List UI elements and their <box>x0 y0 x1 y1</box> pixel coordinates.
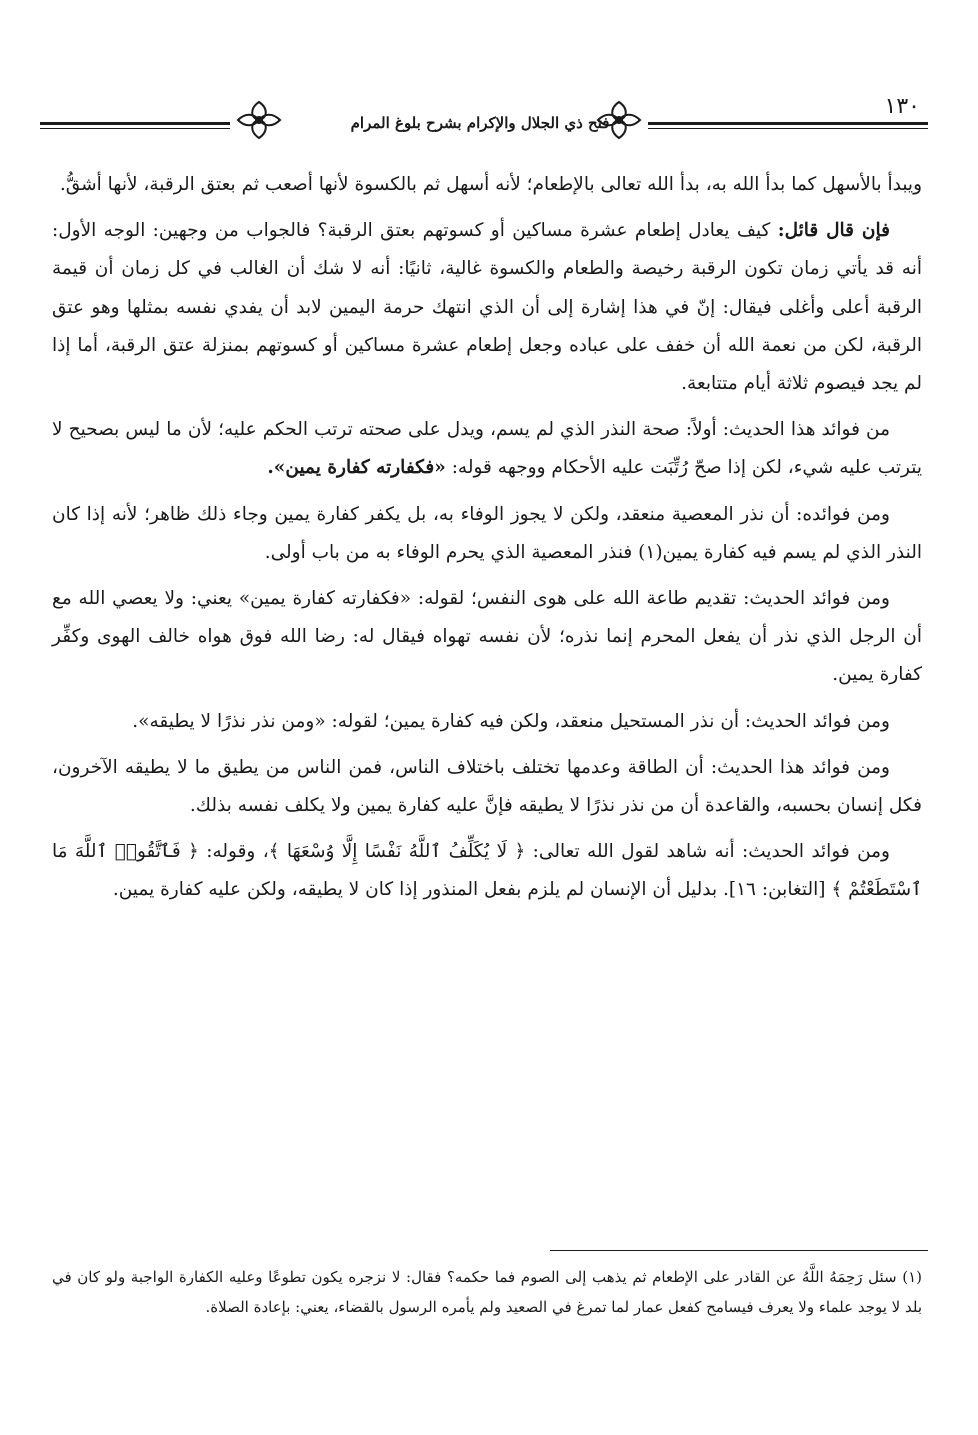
paragraph <box>52 580 922 695</box>
main-text <box>52 166 922 918</box>
page-header <box>40 92 928 152</box>
paragraph <box>52 749 922 825</box>
paragraph <box>52 496 922 572</box>
paragraph-text: ومن فوائد الحديث: تقديم طاعة الله على هوى النفس؛ لقوله: «فكفارته كفارة يمين» يعني: ولا يعصي الله مع أن الرجل الذي نذر أن يفعل المحرم إنما نذره؛ لأن نفسه تهواه فيقال له: رضا الله فوق هواه خالف الهوى وكفِّر كفارة يمين. <box>52 588 922 686</box>
running-title: فتح ذي الجلال والإكرام بشرح بلوغ المرام <box>350 114 610 132</box>
paragraph-text: ويبدأ بالأسهل كما بدأ الله به، بدأ الله تعالى بالإطعام؛ لأنه أسهل ثم بالكسوة لأنها أصعب ثم بعتق الرقبة، لأنها أشقُّ. <box>59 174 922 195</box>
paragraph-text: ومن فوائد الحديث: أنه شاهد لقول الله تعالى: ﴿ لَا يُكَلِّفُ ٱللَّهُ نَفْسًا إِلَّا وُسْعَهَا ﴾، وقوله: ﴿ فَٱتَّقُوا۟ ٱللَّهَ مَا ٱسْتَطَعْتُمْ ﴾ [التغابن: ١٦]. بدليل أن الإنسان لم يلزم بفعل المنذور إذا كان لا يطيقه، ولكن عليه كفارة يمين. <box>52 841 922 901</box>
paragraph-text: من فوائد هذا الحديث: أولاً: صحة النذر الذي لم يسم، ويدل على صحته ترتب الحكم عليه؛ لأن ما ليس بصحيح لا يترتب عليه شيء، لكن إذا صحّ رُتِّبَت عليه الأحكام ووجهه قوله: <box>52 419 922 479</box>
footnote-divider <box>550 1250 928 1251</box>
paragraph-text: ومن فوائد هذا الحديث: أن الطاقة وعدمها تختلف باختلاف الناس، فمن الناس من يطيق ما لا يطيقه الآخرون، فكل إنسان بحسبه، والقاعدة أن من نذر نذرًا لا يطيقه فإنَّ عليه كفارة يمين ولا يكلف نفسه بذلك. <box>52 756 922 817</box>
paragraph <box>52 212 922 403</box>
footnotes <box>52 1262 922 1322</box>
right-ornament-icon <box>592 98 646 142</box>
paragraph-text: ومن فوائد الحديث: أن نذر المستحيل منعقد، ولكن فيه كفارة يمين؛ لقوله: «ومن نذر نذرًا لا يطيقه». <box>132 710 890 732</box>
paragraph-text: كيف يعادل إطعام عشرة مساكين أو كسوتهم بعتق الرقبة؟ فالجواب من وجهين: الوجه الأول: أنه قد يأتي زمان تكون الرقبة رخيصة والطعام والكسوة غالية، ثانيًا: أنه لا شك أن الغالب في كل زمان أن قيمة الرقبة أعلى وأغلى فيقال: إنّ في هذا إشارة إلى أن الذي انتهك حرمة اليمين لابد أن يفدي نفسه بمثلها وهو عتق الرقبة، لكن من نعمة الله أن خفف على عباده وجعل إطعام عشرة مساكين أو كسوتهم بمنزلة عتق الرقبة، أما إذا لم يجد فيصوم ثلاثة أيام متتابعة. <box>52 220 922 395</box>
header-rule-right-thin <box>648 128 928 129</box>
header-rule-left-thin <box>40 128 230 129</box>
paragraph-lead: فإن قال قائل: <box>777 220 890 242</box>
header-rule-right <box>648 122 928 125</box>
page-number: ١٣٠ <box>884 94 920 119</box>
paragraph-quote: «فكفارته كفارة يمين». <box>267 457 446 479</box>
paragraph <box>52 411 922 487</box>
paragraph <box>52 703 922 741</box>
paragraph <box>52 833 922 909</box>
paragraph <box>52 166 922 204</box>
footnote: (١) سئل رَحِمَهُ اللَّهُ عن القادر على الإطعام ثم يذهب إلى الصوم فما حكمه؟ فقال: لا نزجره يكون تطوعًا وعليه الكفارة الواجبة ولو كان في بلد لا يوجد علماء ولا يعرف فيسامح كفعل عمار لما تمرغ في الصعيد ولم يأمره الرسول بالقضاء، يعني: بإعادة الصلاة. <box>52 1268 922 1316</box>
header-rule-left <box>40 122 230 125</box>
left-ornament-icon <box>232 98 286 142</box>
paragraph-text: ومن فوائده: أن نذر المعصية منعقد، ولكن لا يجوز الوفاء به، بل يكفر كفارة يمين وجاء ذلك ظاهر؛ لأنه إذا كان النذر الذي لم يسم فيه كفارة يمين(١) فنذر المعصية الذي يحرم الوفاء به من باب أولى. <box>52 503 922 563</box>
